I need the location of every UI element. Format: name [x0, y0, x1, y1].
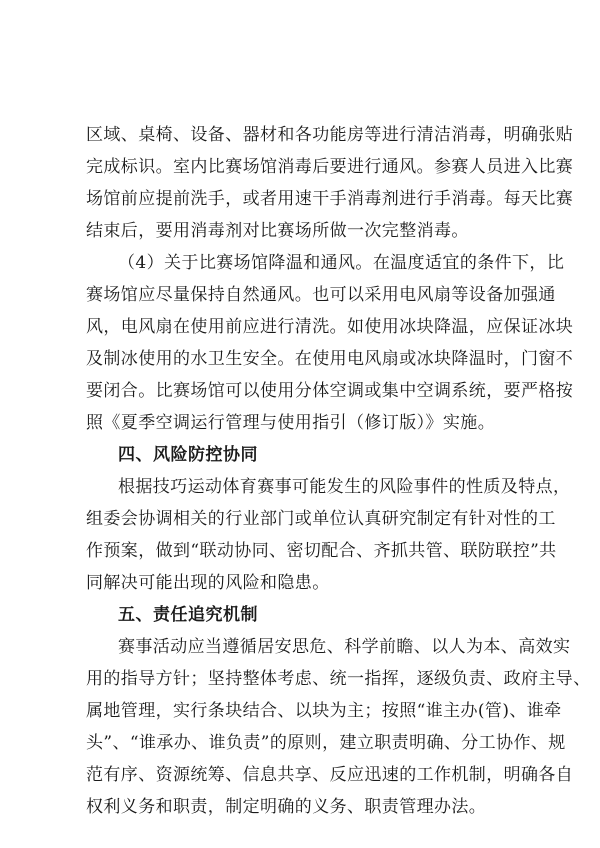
paragraph-line: 属地管理，实行条块结合、以块为主；按照“谁主办(管)、谁牵 [86, 701, 562, 721]
paragraph-line: 头”、“谁承办、谁负责”的原则，建立职责明确、分工协作、规 [86, 733, 566, 753]
paragraph-line: 根据技巧运动体育赛事可能发生的风险事件的性质及特点， [118, 477, 571, 497]
paragraph-line: （4）关于比赛场馆降温和通风。在温度适宜的条件下，比 [118, 253, 565, 273]
paragraph-line: 组委会协调相关的行业部门或单位认真研究制定有针对性的工 [86, 509, 556, 529]
paragraph-line: 完成标识。室内比赛场馆消毒后要进行通风。参赛人员进入比赛 [86, 157, 574, 177]
paragraph-line: 及制冰使用的水卫生安全。在使用电风扇或冰块降温时，门窗不 [86, 349, 574, 369]
paragraph-line: 场馆前应提前洗手，或者用速干手消毒剂进行手消毒。每天比赛 [86, 189, 574, 209]
paragraph-line: 赛事活动应当遵循居安思危、科学前瞻、以人为本、高效实 [118, 637, 571, 657]
paragraph-line: 区域、桌椅、设备、器材和各功能房等进行清洁消毒，明确张贴 [86, 125, 574, 145]
paragraph-line: 权利义务和职责，制定明确的义务、职责管理办法。 [86, 797, 487, 817]
paragraph-line: 照《夏季空调运行管理与使用指引（修订版）》实施。 [86, 413, 496, 433]
paragraph-line: 用的指导方针；坚持整体考虑、统一指挥，逐级负责、政府主导、 [86, 669, 591, 689]
paragraph-line: 结束后，要用消毒剂对比赛场所做一次完整消毒。 [86, 221, 469, 241]
paragraph-line: 同解决可能出现的风险和隐患。 [86, 573, 330, 593]
paragraph-line: 风，电风扇在使用前应进行清洗。如使用冰块降温，应保证冰块 [86, 317, 574, 337]
paragraph-line: 作预案，做到“联动协同、密切配合、齐抓共管、联防联控”共 [86, 541, 557, 561]
paragraph-line: 范有序、资源统筹、信息共享、反应迅速的工作机制，明确各自 [86, 765, 574, 785]
section-heading-accountability: 五、责任追究机制 [118, 605, 258, 625]
section-heading-risk-control: 四、风险防控协同 [118, 445, 258, 465]
paragraph-line: 要闭合。比赛场馆可以使用分体空调或集中空调系统，要严格按 [86, 381, 574, 401]
paragraph-line: 赛场馆应尽量保持自然通风。也可以采用电风扇等设备加强通 [86, 285, 556, 305]
